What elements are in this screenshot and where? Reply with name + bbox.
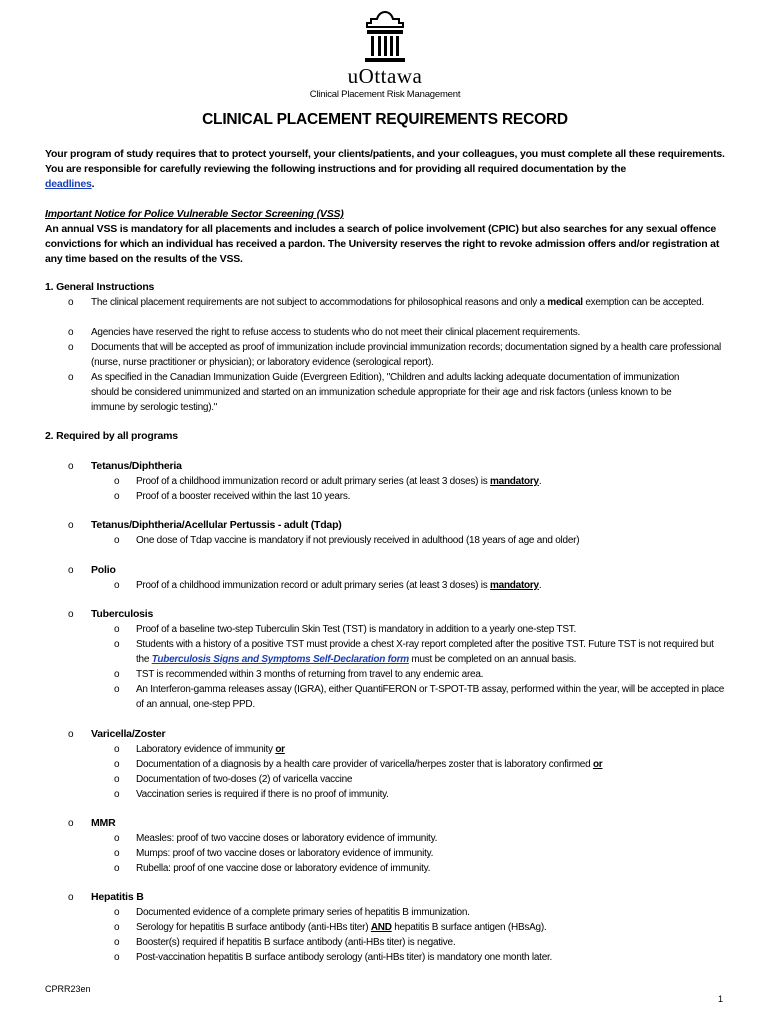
bullet: o xyxy=(68,327,74,338)
varicella-item-2: Documentation of a diagnosis by a health care provider of varicella/herpes zoster that is laboratory confirmed or xyxy=(136,759,603,770)
tb-item-1: Proof of a baseline two-step Tuberculin Skin Test (TST) is mandatory in addition to a yearly one-step TST. xyxy=(136,624,577,635)
intro-paragraph xyxy=(45,147,725,192)
td-item-2: Proof of a booster received within the last 10 years. xyxy=(136,491,351,502)
intro-end: . xyxy=(91,178,95,190)
bullet: o xyxy=(114,535,120,546)
bullet: o xyxy=(114,907,120,918)
general-instructions-heading: 1. General Instructions xyxy=(45,281,155,293)
general-item-3: Documents that will be accepted as proof of immunization include provincial immunization records; documentation signed by a health care professional (nurse, nurse practitioner or physician); or laboratory evidence (serological report). xyxy=(91,342,722,368)
bullet: o xyxy=(68,520,74,531)
hepb-item-2: Serology for hepatitis B surface antibody (anti-HBs titer) AND hepatitis B surface antigen (HBsAg). xyxy=(136,922,547,933)
tdap-item-1: One dose of Tdap vaccine is mandatory if not previously received in adulthood (18 years of age and older) xyxy=(136,535,580,546)
bullet: o xyxy=(68,372,74,383)
bullet: o xyxy=(114,476,120,487)
td-title: Tetanus/Diphtheria xyxy=(91,460,182,472)
bullet: o xyxy=(114,833,120,844)
bullet: o xyxy=(114,937,120,948)
mmr-item-3: Rubella: proof of one vaccine dose or laboratory evidence of immunity. xyxy=(136,863,431,874)
varicella-item-4: Vaccination series is required if there is no proof of immunity. xyxy=(136,789,389,800)
tdap-title: Tetanus/Diphtheria/Acellular Pertussis - adult (Tdap) xyxy=(91,519,342,531)
bullet: o xyxy=(114,624,120,635)
bullet: o xyxy=(68,729,74,740)
form-code: CPRR23en xyxy=(45,984,91,994)
bullet: o xyxy=(68,297,74,308)
td-item-1: Proof of a childhood immunization record or adult primary series (at least 3 doses) is mandatory. xyxy=(136,476,542,487)
bullet: o xyxy=(114,774,120,785)
bullet: o xyxy=(68,342,74,353)
general-item-2: Agencies have reserved the right to refuse access to students who do not meet their clinical placement requirements. xyxy=(91,327,581,338)
hepb-title: Hepatitis B xyxy=(91,891,144,903)
hepb-item-3: Booster(s) required if hepatitis B surface antibody (anti-HBs titer) is negative. xyxy=(136,937,456,948)
varicella-item-1: Laboratory evidence of immunity or xyxy=(136,744,285,755)
bullet: o xyxy=(68,609,74,620)
bullet: o xyxy=(114,744,120,755)
bullet: o xyxy=(68,892,74,903)
deadlines-link[interactable]: deadlines xyxy=(45,178,92,190)
tb-self-declaration-link[interactable]: Tuberculosis Signs and Symptoms Self-Declaration form xyxy=(151,654,409,665)
mmr-title: MMR xyxy=(91,817,116,829)
bullet: o xyxy=(114,952,120,963)
bullet: o xyxy=(114,669,120,680)
tb-item-4: An Interferon-gamma releases assay (IGRA), either QuantiFERON or T-SPOT-TB assay, performed within the year, will be accepted in place of an annual, one-step PPD. xyxy=(136,684,725,710)
polio-title: Polio xyxy=(91,564,116,576)
brand-name: uOttawa xyxy=(347,64,423,88)
varicella-item-3: Documentation of two-doses (2) of varicella vaccine xyxy=(136,774,353,785)
varicella-title: Varicella/Zoster xyxy=(91,728,166,740)
tb-item-2: Students with a history of a positive TST must provide a chest X-ray report completed after the positive TST. Future TST is not required but the Tuberculosis Signs and Symptoms Self-Declaration form must be completed on an annual basis. xyxy=(136,639,714,665)
tb-item-3: TST is recommended within 3 months of returning from travel to any endemic area. xyxy=(136,669,484,680)
department-name: Clinical Placement Risk Management xyxy=(309,89,461,100)
page-number: 1 xyxy=(718,994,724,1004)
bullet: o xyxy=(68,565,74,576)
bullet: o xyxy=(68,818,74,829)
tb-title: Tuberculosis xyxy=(91,608,154,620)
bullet: o xyxy=(114,684,120,695)
page-title: CLINICAL PLACEMENT REQUIREMENTS RECORD xyxy=(202,111,568,128)
bullet: o xyxy=(114,789,120,800)
bullet: o xyxy=(68,461,74,472)
vss-heading: Important Notice for Police Vulnerable Sector Screening (VSS) xyxy=(45,208,344,220)
uottawa-building-logo xyxy=(361,10,409,66)
vss-text: An annual VSS is mandatory for all placements and includes a search of police involvement (CPIC) but also searches for any sexual offence convictions for which an individual has received a pardon. The University reserves the right to revoke admission offers and/or registration at any time based on the results of the VSS. xyxy=(45,223,720,265)
bullet: o xyxy=(114,922,120,933)
bullet: o xyxy=(114,580,120,591)
general-item-4: As specified in the Canadian Immunization Guide (Evergreen Edition), "Children and adults lacking adequate documentation of immunization should be considered unimmunized and started on an immunization schedule appropriate for their age and risk factors (unless known to be immune by serologic testing)." xyxy=(91,372,680,413)
general-item-1: The clinical placement requirements are not subject to accommodations for philosophical reasons and only a medical exemption can be accepted. xyxy=(91,297,704,308)
bullet: o xyxy=(114,863,120,874)
hepb-item-4: Post-vaccination hepatitis B surface antibody serology (anti-HBs titer) is mandatory one month later. xyxy=(136,952,553,963)
bullet: o xyxy=(114,848,120,859)
bullet: o xyxy=(114,639,120,650)
vss-notice xyxy=(45,207,725,267)
bullet: o xyxy=(114,759,120,770)
bullet: o xyxy=(114,491,120,502)
mmr-item-2: Mumps: proof of two vaccine doses or laboratory evidence of immunity. xyxy=(136,848,434,859)
hepb-item-1: Documented evidence of a complete primary series of hepatitis B immunization. xyxy=(136,907,470,918)
intro-text: Your program of study requires that to protect yourself, your clients/patients, and your colleagues, you must complete all these requirements. You are responsible for carefully reviewing the following instructions and for providing all required documentation by the xyxy=(45,148,725,175)
mmr-item-1: Measles: proof of two vaccine doses or laboratory evidence of immunity. xyxy=(136,833,438,844)
required-heading: 2. Required by all programs xyxy=(45,430,178,442)
polio-item-1: Proof of a childhood immunization record or adult primary series (at least 3 doses) is mandatory. xyxy=(136,580,542,591)
